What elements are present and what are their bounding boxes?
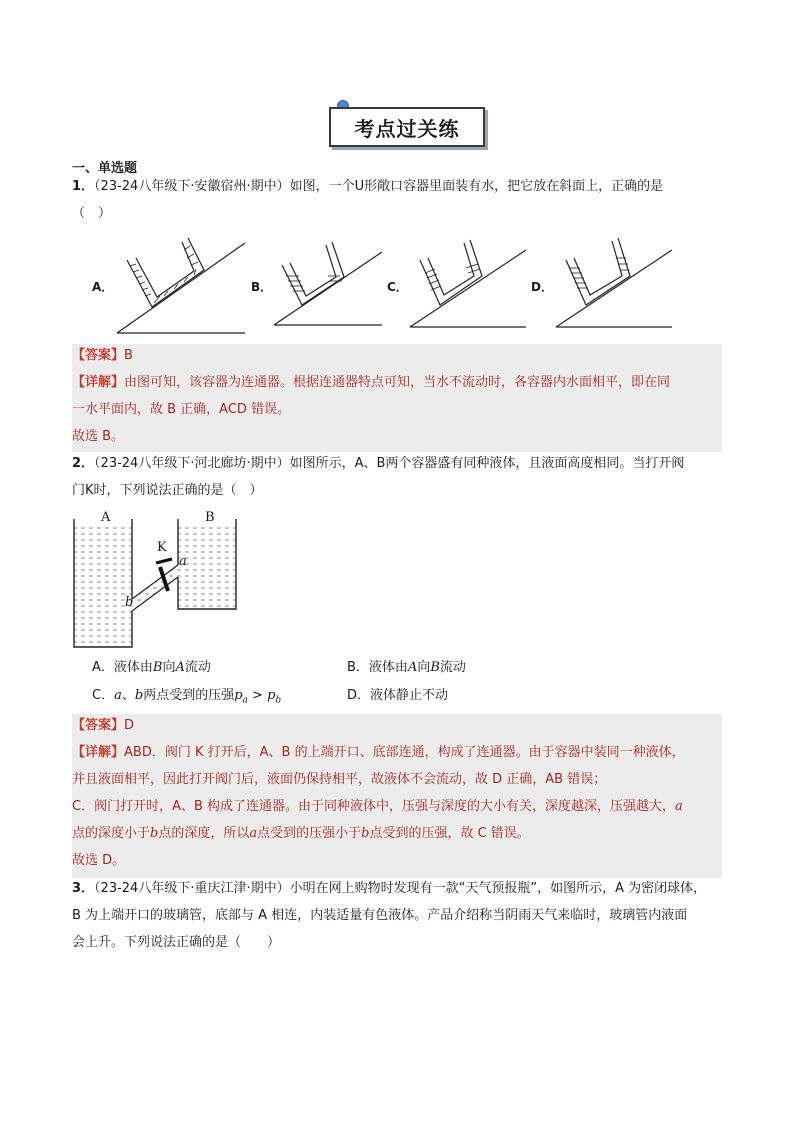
option-var: a	[114, 688, 122, 703]
question-source: （23-24八年级下·安徽宿州·期中）	[94, 179, 290, 194]
question-text: 如图，一个U形敞口容器里面装有水，把它放在斜面上，正确的是	[289, 179, 664, 194]
conclusion-line: 故选 B。	[72, 429, 125, 444]
detail-text: C．阀门打开时，A、B 构成了连通器。由于同种液体中，压强与深度的大小有关，深度越深，压强越大，	[72, 799, 676, 814]
detail-tag: 【详解】	[72, 745, 125, 760]
detail-var: a	[675, 799, 683, 814]
question-source: （23-24八年级下·重庆江津·期中）	[94, 881, 290, 896]
answer-value: B	[124, 348, 133, 363]
detail-text: 点的深度，所以	[158, 826, 250, 841]
section-heading: 一、单选题	[72, 161, 138, 176]
subscript: a	[242, 695, 248, 706]
container-b-label: B	[205, 510, 215, 525]
option-label: C．	[92, 688, 115, 703]
question-2-stem	[72, 455, 684, 473]
option-text: 液体由	[113, 660, 153, 675]
detail-text: 点的深度小于	[72, 826, 151, 841]
question-source: （23-24八年级下·河北廊坊·期中）	[94, 456, 290, 471]
detail-line	[72, 825, 530, 843]
option-text: 向	[162, 660, 176, 675]
pressure-symbol: p	[234, 688, 243, 703]
figure-connected-containers	[72, 507, 252, 652]
answer-line	[72, 717, 134, 735]
option-text: 两点受到的压强	[143, 688, 235, 703]
option-a	[92, 659, 211, 677]
detail-line: 并且液面相平，因此打开阀门后，液面仍保持相平，故液体不会流动，故 D 正确，AB 错误；	[72, 772, 607, 787]
question-text-continued: 会上升。下列说法正确的是（ ）	[72, 935, 281, 950]
question-text: 如图所示，A、B两个容器盛有同种液体，且液面高度相同。当打开阀	[289, 456, 685, 471]
option-var: A	[175, 660, 185, 675]
option-text: 向	[417, 660, 431, 675]
option-label-a: A．	[92, 280, 114, 294]
option-label-d: D．	[531, 280, 553, 294]
option-text: 、	[121, 688, 135, 703]
answer-panel-1	[72, 344, 722, 452]
question-3-stem	[72, 880, 706, 898]
answer-tag: 【答案】	[72, 348, 125, 363]
detail-var: a	[249, 826, 258, 841]
detail-line	[72, 798, 683, 816]
option-text: 流动	[184, 660, 211, 675]
option-var: b	[134, 688, 144, 703]
question-text: 小明在网上购物时发现有一款“天气预报瓶”，如图所示，A 为密闭球体，	[289, 881, 707, 896]
figure-option-b	[272, 240, 384, 328]
question-text-continued: B 为上端开口的玻璃管，底部与 A 相连，内装适量有色液体。产品介绍称当阴雨天气来临时，玻璃管内液面	[72, 908, 688, 923]
detail-var: b	[361, 826, 370, 841]
pressure-symbol: p	[267, 688, 276, 703]
option-label: D．	[347, 688, 371, 703]
option-text: 液体由	[368, 660, 408, 675]
option-c	[92, 687, 281, 710]
detail-line: 一水平面内，故 B 正确，ACD 错误。	[72, 402, 291, 417]
container-a-label: A	[101, 510, 111, 525]
greater-than: >	[247, 688, 268, 703]
option-var: B	[430, 660, 440, 675]
question-number: 2．	[72, 456, 95, 471]
option-var: A	[407, 660, 418, 675]
question-number: 3．	[72, 881, 95, 896]
detail-text: ABD．阀门 K 打开后，A、B 的上端开口、底部连通，构成了连通器。由于容器中装同一种液体，	[124, 745, 685, 760]
detail-text: 由图可知，该容器为连通器。根据连通器特点可知，当水不流动时，各容器内水面相平，即在同	[124, 375, 671, 390]
option-label-b: B．	[251, 280, 273, 294]
question-number: 1．	[72, 179, 95, 194]
figure-option-c	[408, 238, 528, 330]
option-label-c: C．	[387, 280, 408, 294]
answer-value: D	[124, 718, 135, 733]
detail-text: 点受到的压强，故 C 错误。	[369, 826, 530, 841]
option-text: 液体静止不动	[370, 688, 449, 703]
answer-tag: 【答案】	[72, 718, 125, 733]
conclusion-line: 故选 D。	[72, 853, 126, 868]
figure-option-a	[114, 234, 249, 336]
detail-var: b	[150, 826, 159, 841]
question-1-stem	[72, 178, 663, 196]
answer-line	[72, 347, 133, 365]
detail-text: 点受到的压强小于	[257, 826, 362, 841]
option-var: B	[152, 660, 163, 675]
page-title: 考点过关练	[329, 107, 485, 147]
option-b	[347, 659, 466, 677]
subscript: b	[275, 695, 282, 706]
detail-line	[72, 744, 685, 762]
answer-paren: （ ）	[72, 206, 112, 221]
answer-panel-2	[72, 714, 722, 878]
option-text: 流动	[439, 660, 466, 675]
point-b-label: b	[125, 595, 134, 610]
detail-tag: 【详解】	[72, 375, 125, 390]
option-d	[347, 687, 448, 705]
detail-line	[72, 374, 670, 392]
option-label: B．	[347, 660, 369, 675]
option-label: A．	[92, 660, 114, 675]
figure-option-d	[554, 236, 674, 330]
valve-label: K	[157, 540, 167, 555]
question-text-continued: 门K时，下列说法正确的是（ ）	[72, 483, 263, 498]
point-a-label: a	[179, 554, 187, 569]
